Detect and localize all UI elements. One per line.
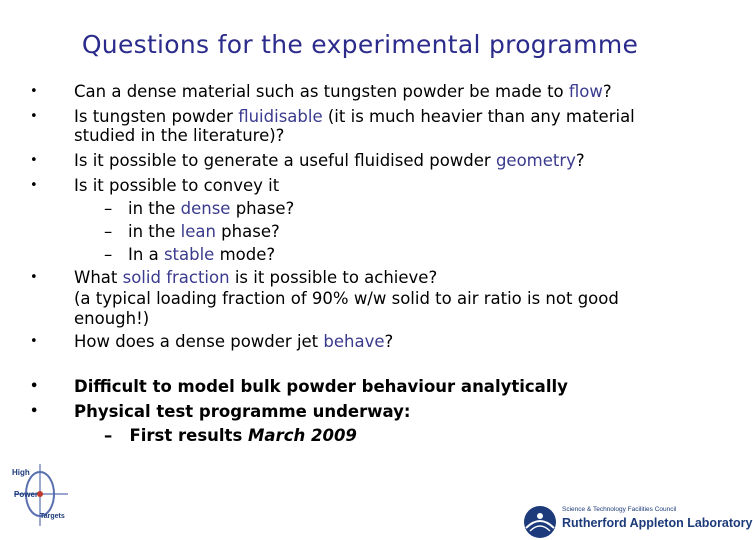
italic-date: March 2009: [248, 426, 357, 445]
bullet-text: Difficult to model bulk powder behaviour analytically: [74, 377, 568, 396]
dash-marker: –: [104, 222, 113, 241]
highlight-word: fluidisable: [238, 107, 323, 126]
dash-marker: –: [104, 426, 113, 445]
bullet-marker: •: [30, 153, 38, 168]
svg-text:Power: Power: [14, 490, 39, 499]
highlight-word: dense: [180, 199, 231, 218]
bullet-text: First results: [129, 426, 249, 445]
ral-lab-name: Rutherford Appleton Laboratory: [562, 516, 753, 530]
bullet-text: Can a dense material such as tungsten powder be made to: [74, 82, 569, 101]
bullet-text: studied in the literature)?: [74, 126, 285, 145]
bullet-text: is it possible to achieve?: [229, 268, 438, 287]
bullet-text: (a typical loading fraction of 90% w/w solid to air ratio is not good: [74, 289, 619, 308]
bullet-marker: •: [30, 178, 38, 193]
bullet-marker: •: [30, 109, 38, 124]
bullet-text: phase?: [215, 222, 280, 241]
dash-marker: –: [104, 245, 113, 264]
slide-title: Questions for the experimental programme: [81, 30, 639, 59]
bullet-text: Is it possible to generate a useful fluidised powder: [74, 151, 496, 170]
highlight-word: stable: [163, 245, 215, 264]
bullet-text: How does a dense powder jet: [74, 332, 324, 351]
bullet-text: What: [74, 268, 123, 287]
bullet-text: in the: [128, 222, 181, 241]
bullet-text: ?: [384, 332, 394, 351]
bullet-text: Is it possible to convey it: [74, 176, 280, 195]
bullet-text: ?: [602, 82, 612, 101]
highlight-word: geometry: [495, 151, 576, 170]
bullet-text: enough!): [74, 309, 150, 328]
bullet-marker: •: [30, 84, 38, 99]
bullet-text: in the: [128, 199, 181, 218]
bullet-marker: •: [30, 404, 39, 419]
dash-marker: –: [104, 199, 113, 218]
bullet-text: phase?: [230, 199, 295, 218]
ral-logo: [522, 504, 753, 538]
highlight-word: solid fraction: [122, 268, 230, 287]
high-power-targets-logo: [10, 462, 72, 528]
hpt-logo-graphic: [10, 462, 72, 528]
svg-text:Targets: Targets: [40, 513, 65, 520]
bullet-text: mode?: [214, 245, 276, 264]
highlight-word: behave: [323, 332, 385, 351]
bullet-marker: •: [30, 334, 38, 349]
ral-council-text: Science & Technology Facilities Council: [562, 506, 677, 513]
svg-text:High: High: [12, 468, 30, 477]
bullet-text: Is tungsten powder: [74, 107, 239, 126]
bullet-text: (it is much heavier than any material: [322, 107, 635, 126]
bullet-text: ?: [575, 151, 585, 170]
highlight-word: flow: [568, 82, 603, 101]
bullet-text: In a: [128, 245, 164, 264]
bullet-text: Physical test programme underway:: [74, 402, 411, 421]
stfc-emblem-icon: [522, 504, 558, 538]
bullet-marker: •: [30, 270, 38, 285]
highlight-word: lean: [180, 222, 216, 241]
bullet-marker: •: [30, 379, 39, 394]
